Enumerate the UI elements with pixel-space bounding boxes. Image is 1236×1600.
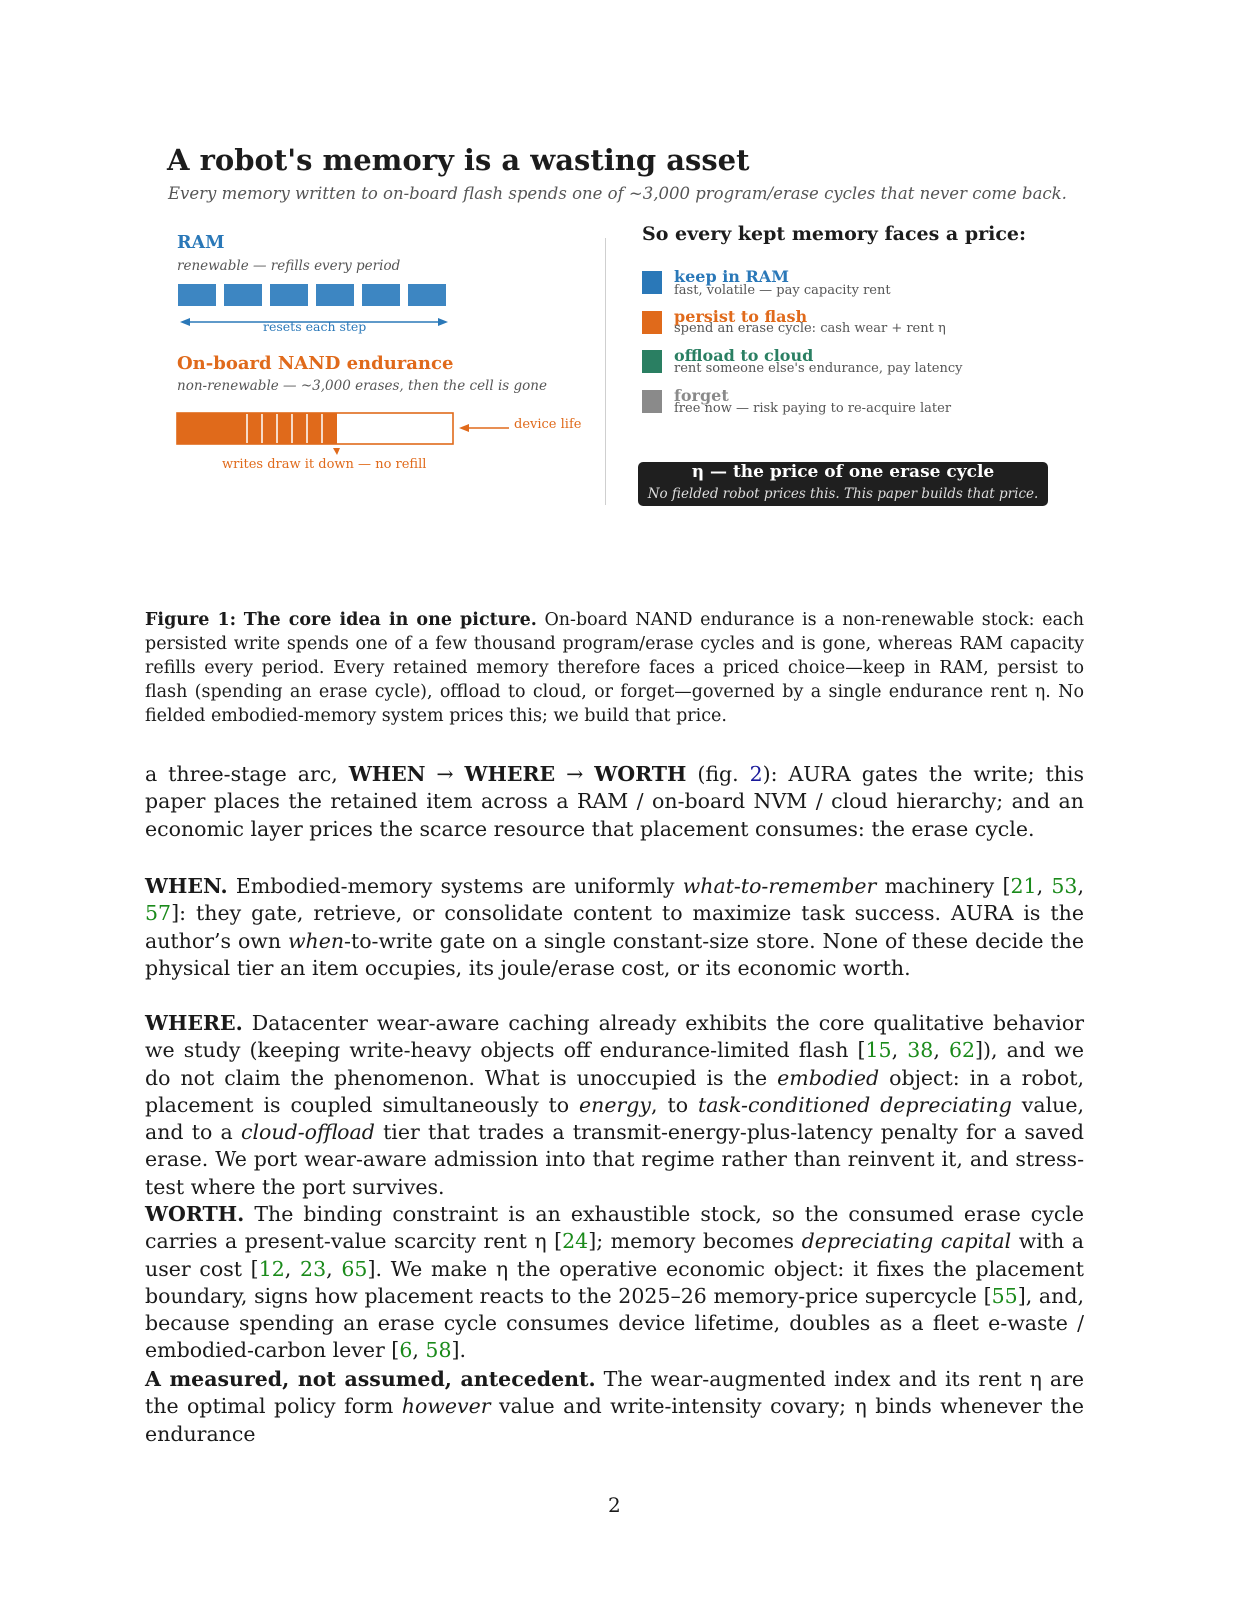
citation-link[interactable]: 38	[907, 1038, 934, 1063]
paragraph-heading: WHERE.	[145, 1011, 243, 1035]
eta-callout	[638, 462, 1048, 506]
figure-caption	[145, 608, 1084, 728]
intro-paragraph: a three-stage arc, WHEN → WHERE → WORTH (fig. 2): AURA gates the write; this paper places the retained item across a RAM / on-board NVM / cloud hierarchy; and an economic layer prices the scarce resource that placement consumes: the erase cycle.	[145, 762, 1084, 841]
consumption-marker	[333, 448, 340, 455]
citation-link[interactable]: 15	[865, 1038, 892, 1063]
figure-divider	[605, 238, 606, 505]
eta-subtitle: No fielded robot prices this. This paper builds that price.	[647, 486, 1039, 502]
when-paragraph: WHEN. Embodied-memory systems are uniformly what-to-remember machinery [21, 53, 57]: they gate, retrieve, or consolidate content to maximize task success. AURA is the author’s own when-to-write gate on a single constant-size store. None of these decide the physical tier an item occupies, its joule/erase cost, or its economic worth.	[145, 874, 1085, 980]
citation-link[interactable]: 12	[258, 1256, 285, 1281]
figure-title: A robot's memory is a wasting asset	[167, 143, 750, 177]
option-swatch-cloud	[642, 350, 662, 373]
option-label-ram: keep in RAM	[674, 267, 789, 286]
writes-label: writes draw it down — no refill	[222, 457, 427, 472]
figure-reference-link[interactable]: 2	[749, 762, 763, 786]
device-life-label: device life	[514, 417, 582, 432]
ram-subheading: renewable — refills every period	[177, 258, 401, 274]
citation-link[interactable]: 57	[145, 901, 172, 926]
where-paragraph: WHERE. Datacenter wear-aware caching already exhibits the core qualitative behavior we study (keeping write-heavy objects off endurance-limited flash [15, 38, 62]), and we do not claim the phenomenon. What is unoccupied is the embodied object: in a robot, placement is coupled simultaneously to energy, to task-conditioned depreciating value, and to a cloud-offload tier that trades a transmit-energy-plus-latency penalty for a saved erase. We port wear-aware admission into that regime rather than reinvent it, and stress-test where the port survives.	[145, 1011, 1084, 1199]
option-swatch-forget	[642, 390, 662, 413]
paragraph-heading: WORTH.	[145, 1202, 245, 1226]
figure-arrows	[0, 0, 1236, 520]
caption-lead: The core idea in one picture.	[243, 610, 537, 630]
citation-link[interactable]: 23	[300, 1256, 327, 1281]
eta-title: η — the price of one erase cycle	[691, 462, 995, 482]
citation-link[interactable]: 6	[399, 1338, 413, 1363]
antecedent-paragraph: A measured, not assumed, antecedent. The wear-augmented index and its rent η are the optimal policy form however value and write-intensity covary; η binds whenever the endurance	[145, 1367, 1084, 1446]
option-label-forget: forget	[674, 386, 729, 405]
caption-text: On-board NAND endurance is a non-renewable stock: each persisted write spends one of a few thousand program/erase cycles and is gone, whereas RAM capacity refills every period. Every retained memory therefore faces a priced choice—keep in RAM, persist to flash (spending an erase cycle), offload to cloud, or forget—governed by a single endurance rent η. No fielded embodied-memory system prices this; we build that price.	[145, 610, 1084, 726]
nand-endurance-bar	[177, 413, 453, 444]
option-swatch-flash	[642, 311, 662, 334]
figure-subtitle: Every memory written to on-board flash spends one of ~3,000 program/erase cycles that never come back.	[168, 184, 1067, 203]
option-label-flash: persist to flash	[674, 307, 808, 326]
citation-link[interactable]: 55	[991, 1283, 1018, 1308]
ram-heading: RAM	[177, 233, 225, 253]
option-desc-cloud: rent someone else's endurance, pay latency	[674, 361, 963, 376]
option-label-cloud: offload to cloud	[674, 346, 814, 365]
price-heading: So every kept memory faces a price:	[642, 223, 1027, 245]
citation-link[interactable]: 24	[562, 1229, 589, 1254]
nand-subheading: non-renewable — ~3,000 erases, then the cell is gone	[177, 378, 547, 394]
citation-link[interactable]: 62	[948, 1038, 976, 1063]
ram-arrow-label: resets each step	[263, 319, 367, 334]
citation-link[interactable]: 53	[1051, 874, 1078, 898]
option-desc-ram: fast, volatile — pay capacity rent	[674, 283, 891, 298]
caption-label: Figure 1:	[145, 610, 237, 630]
option-swatch-ram	[642, 271, 662, 294]
worth-paragraph: WORTH. The binding constraint is an exhaustible stock, so the consumed erase cycle carries a present-value scarcity rent η [24]; memory becomes depreciating capital with a user cost [12, 23, 65]. We make η the operative economic object: it fixes the placement boundary, signs how placement reacts to the 2025–26 memory-price supercycle [55], and, because spending an erase cycle consumes device lifetime, doubles as a fleet e-waste / embodied-carbon lever [6, 58].	[145, 1202, 1084, 1363]
citation-link[interactable]: 58	[425, 1338, 452, 1363]
paragraph-heading: A measured, not assumed, antecedent.	[145, 1367, 596, 1391]
nand-heading: On-board NAND endurance	[177, 353, 454, 374]
page-number: 2	[608, 1493, 621, 1517]
citation-link[interactable]: 21	[1010, 874, 1037, 898]
citation-link[interactable]: 65	[341, 1256, 368, 1281]
option-desc-forget: free now — risk paying to re-acquire later	[674, 401, 952, 416]
paragraph-heading: WHEN.	[145, 874, 228, 898]
option-desc-flash: spend an erase cycle: cash wear + rent η	[674, 321, 946, 336]
device-life-arrow	[459, 424, 509, 432]
